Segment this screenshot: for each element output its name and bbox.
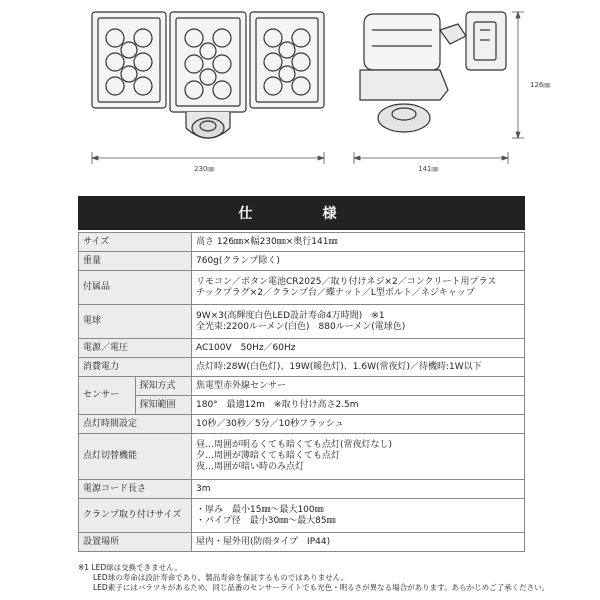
front-view-drawing [92, 12, 324, 138]
spec-value-accessories [192, 271, 525, 305]
spec-row-clamp [79, 499, 525, 533]
height-dimension-line [512, 12, 524, 138]
bulb-line-1: 9W×3(高輝度白色LED設計寿命4万時間) ※1 [196, 310, 385, 321]
spec-title-banner: 仕 様 [78, 196, 525, 230]
clamp-line-1: ・厚み 最小15㎜～最大100㎜ [196, 504, 324, 515]
spec-table [78, 232, 525, 552]
spec-value-place: 屋内・屋外用(防雨タイプ IP44) [192, 533, 525, 552]
spec-value-timer: 10秒／30秒／5分／10秒フラッシュ [192, 415, 525, 434]
spec-label-place: 設置場所 [79, 533, 192, 552]
width-dimension-label: 230㎜ [194, 165, 215, 173]
spec-row-mode [79, 434, 525, 480]
spec-label-size: サイズ [79, 233, 192, 252]
spec-row-timer [79, 415, 525, 434]
depth-dimension-line [354, 152, 508, 164]
spec-value-mode [192, 434, 525, 480]
spec-value-bulb [192, 305, 525, 339]
lamp-head-right [250, 12, 324, 108]
footnote-1: ※1 LED球は交換できません。 [78, 563, 182, 572]
spec-label-timer: 点灯時間設定 [79, 415, 192, 434]
spec-value-size: 高さ 126㎜×幅230㎜×奥行141㎜ [192, 233, 525, 252]
mode-line-2: 夕…周囲が薄暗くても暗くても点灯 [196, 451, 341, 461]
clamp-line-2: ・パイプ径 最小30㎜～最大85㎜ [196, 515, 336, 526]
spec-row-sensor-method [79, 377, 525, 396]
spec-row-power [79, 339, 525, 358]
spec-value-power: AC100V 50Hz／60Hz [192, 339, 525, 358]
lamp-head-center [170, 12, 246, 112]
spec-value-sensor-method: 焦電型赤外線センサー [192, 377, 525, 396]
spec-row-consumption [79, 358, 525, 377]
accessories-line-2: チックプラグ×2／クランプ台／蝶ナット／L型ボルト／ネジキャップ [196, 287, 475, 298]
spec-row-cord [79, 480, 525, 499]
spec-row-size [79, 233, 525, 252]
spec-label-accessories: 付属品 [79, 271, 192, 305]
accessories-line-1: リモコン／ボタン電池CR2025／取り付けネジ×2／コンクリート用プラス [196, 276, 497, 287]
spec-value-consumption: 点灯時:28W(白色灯)、19W(暖色灯)、1.6W(常夜灯)／待機時:1W以下 [192, 358, 525, 377]
bulb-line-2: 全光束:2200ルーメン(白色) 880ルーメン(電球色) [196, 321, 406, 332]
lamp-head-left [92, 12, 166, 108]
spec-value-clamp [192, 499, 525, 533]
spec-label-weight: 重量 [79, 252, 192, 271]
width-dimension-line [92, 152, 324, 164]
spec-label-bulb: 電球 [79, 305, 192, 339]
spec-value-weight: 760g(クランプ除く) [192, 252, 525, 271]
spec-label-clamp: クランプ取り付けサイズ [79, 499, 192, 533]
side-view-drawing [360, 12, 506, 132]
spec-row-weight [79, 252, 525, 271]
spec-row-sensor-range [79, 396, 525, 415]
spec-label-sensor-range: 探知範囲 [135, 396, 192, 415]
mode-line-3: 夜…周囲が暗い時のみ点灯 [196, 462, 305, 472]
spec-row-accessories [79, 271, 525, 305]
depth-dimension-label: 141㎜ [418, 165, 439, 173]
spec-label-mode: 点灯切替機能 [79, 434, 192, 480]
spec-label-cord: 電源コード長さ [79, 480, 192, 499]
spec-label-consumption: 消費電力 [79, 358, 192, 377]
spec-row-place [79, 533, 525, 552]
footnote-2: LED球の寿命は設計寿命であり、製品寿命を保証するものではありません。 [78, 573, 349, 582]
sensor-unit-front [186, 112, 230, 138]
spec-label-sensor-method: 探知方式 [135, 377, 192, 396]
footnotes [78, 563, 600, 593]
product-drawings [0, 0, 600, 190]
spec-value-cord: 3m [192, 480, 525, 499]
spec-row-bulb [79, 305, 525, 339]
spec-value-sensor-range: 180° 最適12m ※取り付け高さ2.5m [192, 396, 525, 415]
mode-line-1: 昼…周囲が明るくても暗くても点灯(常夜灯なし) [196, 440, 393, 450]
spec-label-sensor: センサー [79, 377, 136, 415]
height-dimension-label: 126㎜ [530, 81, 551, 89]
footnote-3: LED素子にはバラツキがあるため、同じ品番のセンサーライトでも光色・明るさが異なる場合があります。あらかじめご了承ください。 [78, 583, 550, 592]
spec-label-power: 電源／電圧 [79, 339, 192, 358]
